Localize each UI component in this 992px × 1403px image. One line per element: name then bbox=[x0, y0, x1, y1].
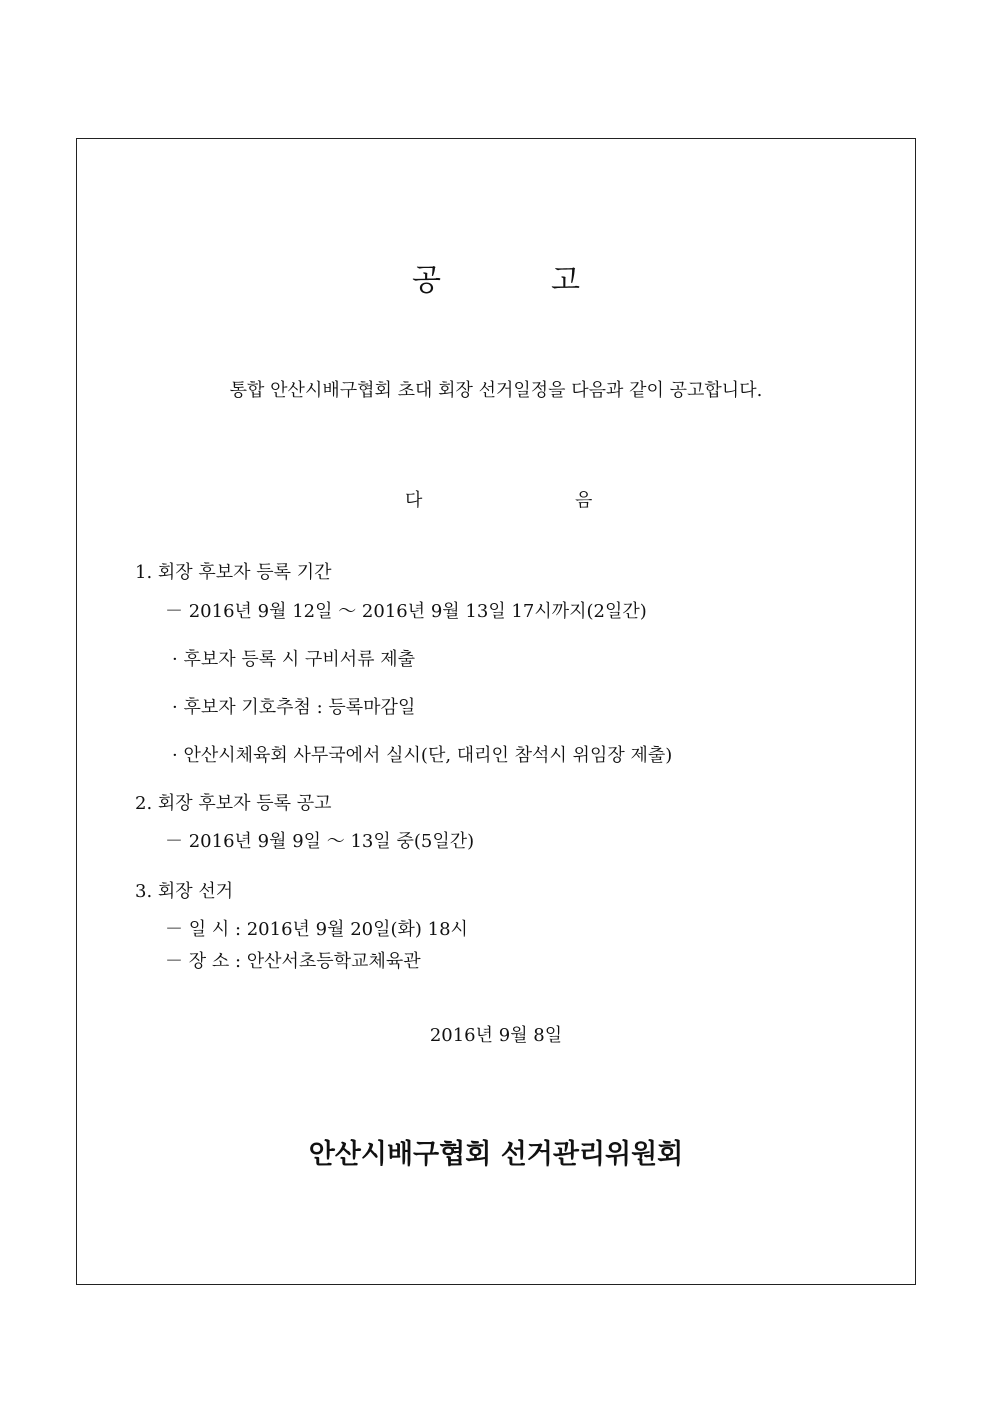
title-char-left: 공 bbox=[412, 263, 441, 298]
intro-text: 통합 안산시배구협회 초대 회장 선거일정을 다음과 같이 공고합니다. bbox=[229, 380, 763, 401]
signer-name: 안산시배구협회 선거관리위원회 bbox=[308, 1139, 684, 1170]
section-line: － 2016년 9월 9일 ～ 13일 중(5일간) bbox=[165, 831, 475, 852]
section-bullet: · 후보자 기호추첨 : 등록마감일 bbox=[172, 697, 416, 718]
da-char: 다 bbox=[405, 490, 423, 511]
notice-title bbox=[0, 255, 992, 299]
section-heading: 1. 회장 후보자 등록 기간 bbox=[135, 562, 332, 583]
section-heading: 3. 회장 선거 bbox=[135, 881, 234, 902]
section-bullet: · 후보자 등록 시 구비서류 제출 bbox=[172, 649, 415, 670]
section-heading: 2. 회장 후보자 등록 공고 bbox=[135, 793, 332, 814]
section-line: － 장 소 : 안산서초등학교체육관 bbox=[165, 951, 421, 972]
section-bullet: · 안산시체육회 사무국에서 실시(단, 대리인 참석시 위임장 제출) bbox=[172, 745, 673, 766]
section-line: － 일 시 : 2016년 9월 20일(화) 18시 bbox=[165, 919, 468, 940]
eum-char: 음 bbox=[575, 490, 593, 511]
section-line: － 2016년 9월 12일 ～ 2016년 9월 13일 17시까지(2일간) bbox=[165, 601, 647, 622]
notice-date: 2016년 9월 8일 bbox=[429, 1025, 563, 1046]
title-char-right: 고 bbox=[551, 263, 580, 298]
